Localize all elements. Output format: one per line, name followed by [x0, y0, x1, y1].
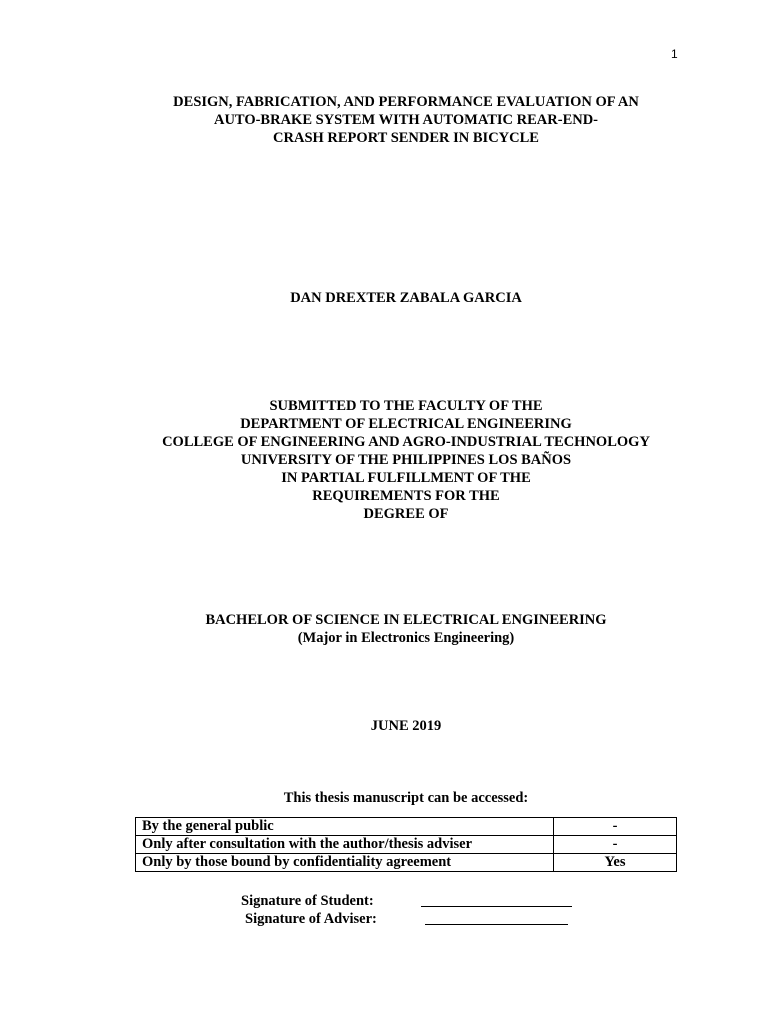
- adviser-signature-line: [425, 924, 568, 925]
- submission-date: [0, 717, 768, 735]
- submission-line: COLLEGE OF ENGINEERING AND AGRO-INDUSTRIAL TECHNOLOGY: [162, 434, 650, 450]
- access-option-value: -: [554, 836, 677, 854]
- access-heading: [0, 789, 768, 807]
- access-option-label: By the general public: [136, 818, 554, 836]
- student-signature-line: [421, 906, 572, 907]
- submission-statement: [0, 397, 768, 523]
- degree-section: [0, 611, 768, 647]
- access-option-label: Only by those bound by confidentiality agreement: [136, 854, 554, 872]
- thesis-title: [0, 93, 768, 147]
- table-row: [136, 854, 677, 872]
- submission-line: UNIVERSITY OF THE PHILIPPINES LOS BAÑOS: [240, 452, 572, 468]
- author-name: [0, 289, 768, 307]
- access-option-label: Only after consultation with the author/thesis adviser: [136, 836, 554, 854]
- thesis-title-line: CRASH REPORT SENDER IN BICYCLE: [273, 130, 539, 146]
- author-name-text: DAN DREXTER ZABALA GARCIA: [290, 290, 522, 306]
- table-row: [136, 836, 677, 854]
- degree-major: (Major in Electronics Engineering): [297, 630, 515, 646]
- submission-line: REQUIREMENTS FOR THE: [312, 488, 500, 504]
- access-heading-text: This thesis manuscript can be accessed:: [283, 790, 529, 806]
- degree-name: BACHELOR OF SCIENCE IN ELECTRICAL ENGINEERING: [205, 612, 607, 628]
- student-signature-label: Signature of Student:: [241, 893, 374, 909]
- access-table: [135, 817, 677, 872]
- submission-line: IN PARTIAL FULFILLMENT OF THE: [281, 470, 531, 486]
- page-number: 1: [671, 47, 678, 61]
- access-option-value: Yes: [554, 854, 677, 872]
- date-text: JUNE 2019: [370, 718, 442, 734]
- submission-line: DEGREE OF: [363, 506, 449, 522]
- adviser-signature-label: Signature of Adviser:: [245, 911, 377, 927]
- thesis-title-line: DESIGN, FABRICATION, AND PERFORMANCE EVALUATION OF AN: [173, 94, 639, 110]
- table-row: [136, 818, 677, 836]
- submission-line: SUBMITTED TO THE FACULTY OF THE: [269, 398, 543, 414]
- access-option-value: -: [554, 818, 677, 836]
- thesis-title-line: AUTO-BRAKE SYSTEM WITH AUTOMATIC REAR-END-: [213, 112, 599, 128]
- submission-line: DEPARTMENT OF ELECTRICAL ENGINEERING: [240, 416, 572, 432]
